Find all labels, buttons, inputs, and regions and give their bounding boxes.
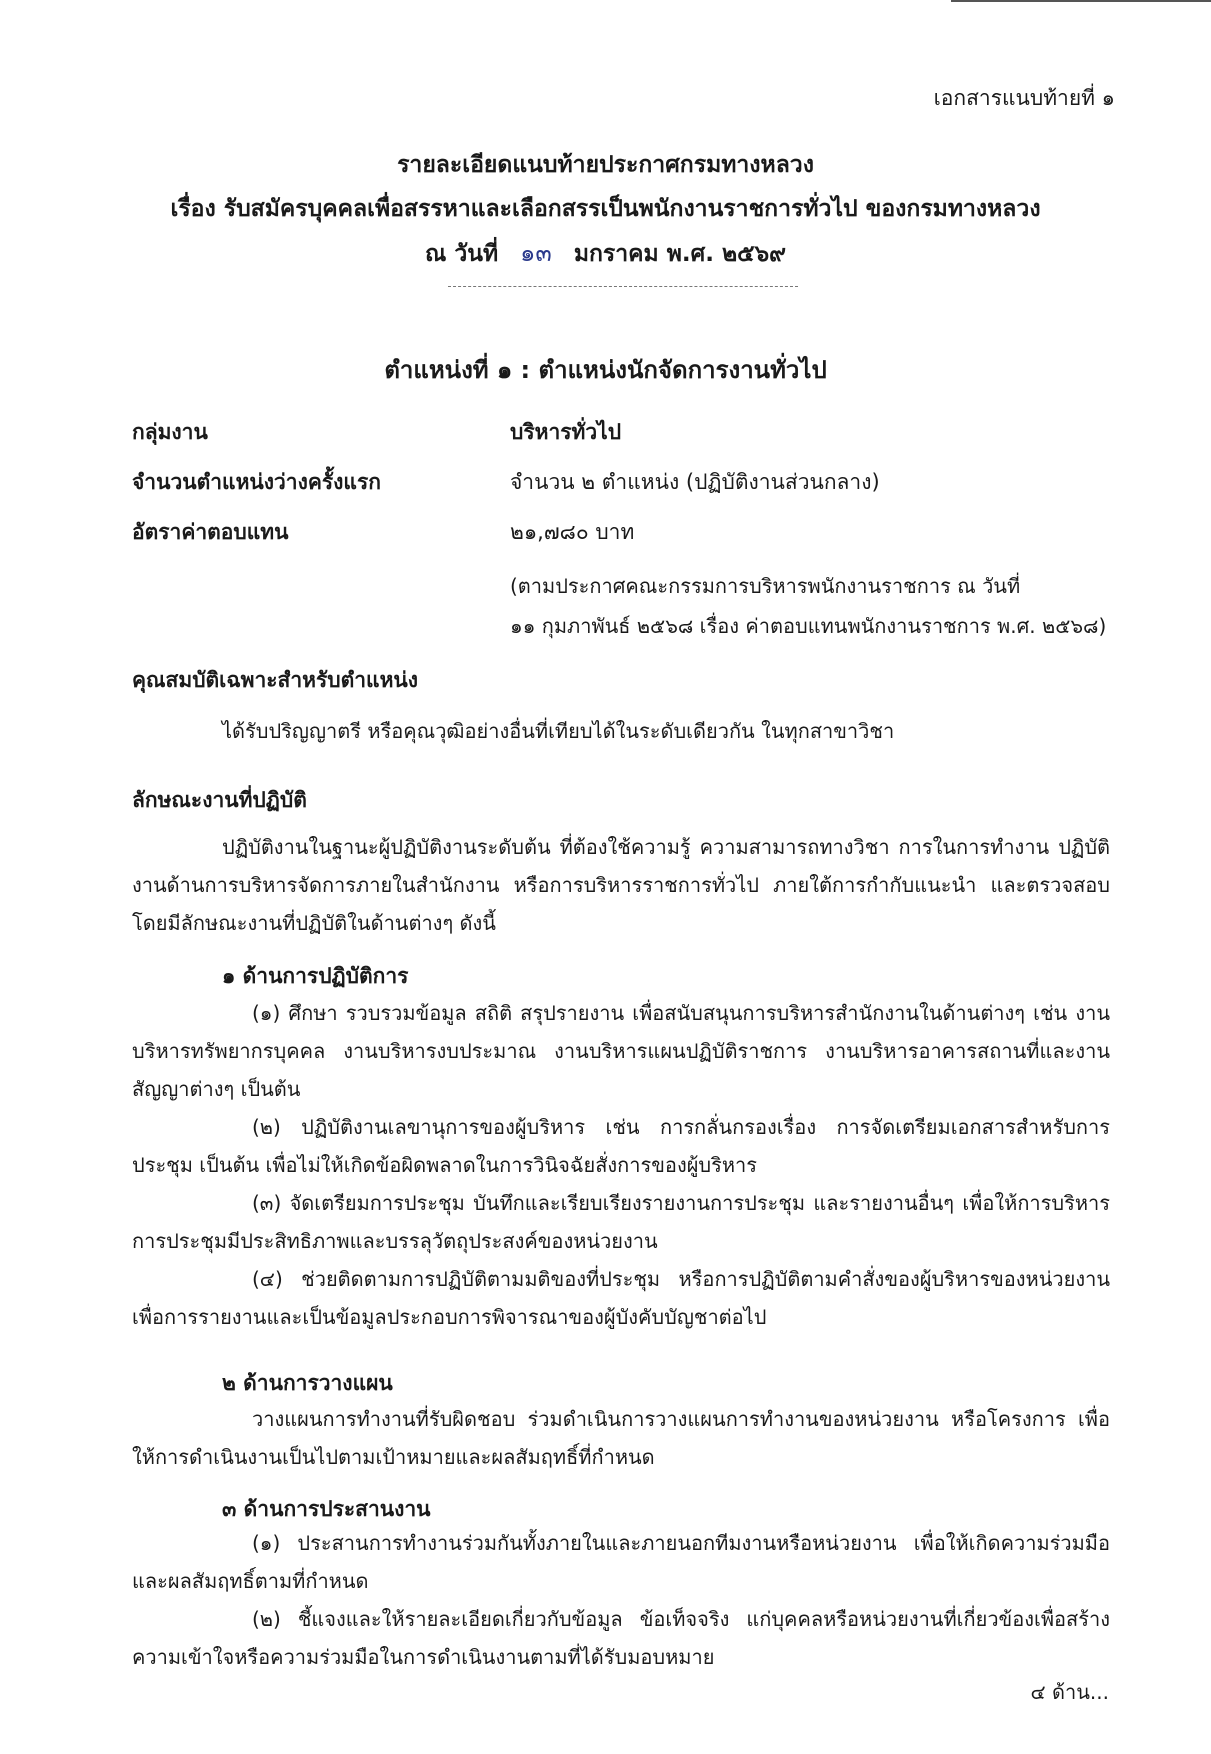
info-row-salary <box>132 516 634 549</box>
position-title: ตำแหน่งที่ ๑ : ตำแหน่งนักจัดการงานทั่วไป <box>384 356 827 384</box>
header-title: รายละเอียดแนบท้ายประกาศกรมทางหลวง <box>397 152 814 178</box>
annex-label: เอกสารแนบท้ายที่ ๑ <box>933 86 1115 110</box>
vacancy-label: จำนวนตำแหน่งว่างครั้งแรก <box>132 470 381 494</box>
section1-item: (๔) ช่วยติดตามการปฏิบัติตามมติของที่ประชุม หรือการปฏิบัติตามคำสั่งของผู้บริหารของหน่วยงาน เพื่อการรายงานและเป็นข้อมูลประกอบการพิจารณาของผู้บังคับบัญชาต่อไป <box>132 1267 1110 1329</box>
duties-heading: ลักษณะงานที่ปฏิบัติ <box>132 788 307 812</box>
salary-note-line1: (ตามประกาศคณะกรรมการบริหารพนักงานราชการ ณ วันที่ <box>510 574 1021 598</box>
section1-item: (๑) ศึกษา รวบรวมข้อมูล สถิติ สรุปรายงาน เพื่อสนับสนุนการบริหารสำนักงานในด้านต่างๆ เช่น งานบริหารทรัพยากรบุคคล งานบริหารงบประมาณ งานบริหารแผนปฏิบัติราชการ งานบริหารอาคารสถานที่และงานสัญญาต่างๆ เป็นต้น <box>132 1001 1110 1101</box>
page-continuation: ๔ ด้าน... <box>1030 1680 1109 1704</box>
section1-item: (๒) ปฏิบัติงานเลขานุการของผู้บริหาร เช่น การกลั่นกรองเรื่อง การจัดเตรียมเอกสารสำหรับการประชุม เป็นต้น เพื่อไม่ให้เกิดข้อผิดพลาดในการวินิจฉัยสั่งการของผู้บริหาร <box>132 1115 1110 1177</box>
date-rest: มกราคม พ.ศ. ๒๕๖๙ <box>573 241 786 267</box>
vacancy-value: จำนวน ๒ ตำแหน่ง (ปฏิบัติงานส่วนกลาง) <box>510 470 880 494</box>
section2-heading: ๒ ด้านการวางแผน <box>222 1371 393 1395</box>
section3-item: (๑) ประสานการทำงานร่วมกันทั้งภายในและภายนอกทีมงานหรือหน่วยงาน เพื่อให้เกิดความร่วมมือ และผลสัมฤทธิ์ตามที่กำหนด <box>132 1531 1110 1593</box>
section3-heading: ๓ ด้านการประสานงาน <box>222 1497 431 1521</box>
date-prefix: ณ วันที่ <box>425 241 499 267</box>
header-subject: เรื่อง รับสมัครบุคคลเพื่อสรรหาและเลือกสรรเป็นพนักงานราชการทั่วไป ของกรมทางหลวง <box>170 196 1041 222</box>
section3-item: (๒) ชี้แจงและให้รายละเอียดเกี่ยวกับข้อมูล ข้อเท็จจริง แก่บุคคลหรือหน่วยงานที่เกี่ยวข้องเพื่อสร้าง ความเข้าใจหรือความร่วมมือในการดำเนินงานตามที่ได้รับมอบหมาย <box>132 1607 1110 1669</box>
group-label: กลุ่มงาน <box>132 420 208 444</box>
info-row-group <box>132 416 621 449</box>
info-row-vacancy <box>132 466 880 499</box>
qualifications-heading: คุณสมบัติเฉพาะสำหรับตำแหน่ง <box>132 668 419 692</box>
scan-edge-line <box>951 0 1211 2</box>
salary-label: อัตราค่าตอบแทน <box>132 520 289 544</box>
duties-intro: ปฏิบัติงานในฐานะผู้ปฏิบัติงานระดับต้น ที่ต้องใช้ความรู้ ความสามารถทางวิชา การในการทำงาน ปฏิบัติงานด้านการบริหารจัดการภายในสำนักงาน หรือการบริหารราชการทั่วไป ภายใต้การกำกับแนะนำ และตรวจสอบ โดยมีลักษณะงานที่ปฏิบัติในด้านต่างๆ ดังนี้ <box>132 835 1110 935</box>
salary-note-line2: ๑๑ กุมภาพันธ์ ๒๕๖๘ เรื่อง ค่าตอบแทนพนักงานราชการ พ.ศ. ๒๕๖๘) <box>510 614 1107 638</box>
header-date <box>0 233 1211 272</box>
group-value: บริหารทั่วไป <box>510 420 622 444</box>
separator-dashes <box>448 286 798 287</box>
date-day: ๑๓ <box>520 239 552 267</box>
salary-value: ๒๑,๗๘๐ บาท <box>510 520 635 544</box>
section2-text: วางแผนการทำงานที่รับผิดชอบ ร่วมดำเนินการวางแผนการทำงานของหน่วยงาน หรือโครงการ เพื่อให้การดำเนินงานเป็นไปตามเป้าหมายและผลสัมฤทธิ์ที่กำหนด <box>132 1407 1110 1469</box>
section1-heading: ๑ ด้านการปฏิบัติการ <box>222 964 409 988</box>
qualifications-text: ได้รับปริญญาตรี หรือคุณวุฒิอย่างอื่นที่เทียบได้ในระดับเดียวกัน ในทุกสาขาวิชา <box>222 719 895 743</box>
section1-item: (๓) จัดเตรียมการประชุม บันทึกและเรียบเรียงรายงานการประชุม และรายงานอื่นๆ เพื่อให้การบริหารการประชุมมีประสิทธิภาพและบรรลุวัตถุประสงค์ของหน่วยงาน <box>132 1191 1110 1253</box>
